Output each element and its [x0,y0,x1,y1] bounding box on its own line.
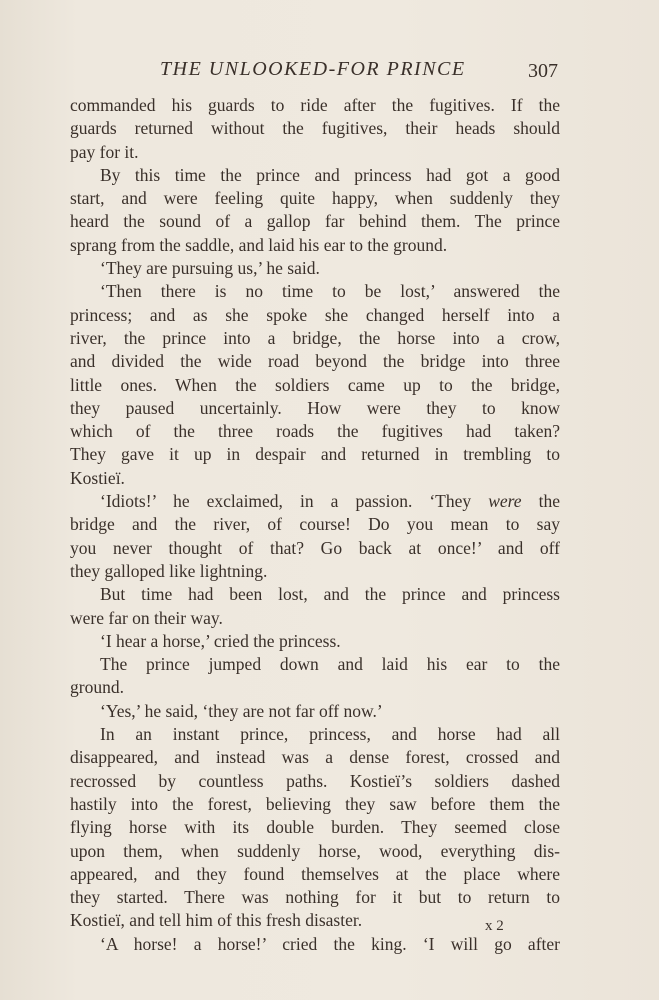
text-line: pay for it. [70,141,139,162]
text-line: recrossed by countless paths. Kostieï’s soldiers dashed [70,770,560,791]
text-line: Kostieï. [70,467,125,488]
emphasis: were [488,491,522,512]
text-line: ‘Yes,’ he said, ‘they are not far off now.’ [100,700,383,721]
text-line: you never thought of that? Go back at once!’ and off [70,537,560,558]
page-number: 307 [528,60,558,82]
text-line: The prince jumped down and laid his ear to the [100,654,560,675]
running-head: THE UNLOOKED-FOR PRINCE [160,58,466,80]
text-line: and divided the wide road beyond the bridge into three [70,351,560,372]
text-line: flying horse with its double burden. They seemed close [70,817,560,838]
text-line: ‘Idiots!’ he exclaimed, in a passion. ‘They were the [100,491,560,512]
text-line: start, and were feeling quite happy, when suddenly they [70,188,560,209]
text-line: disappeared, and instead was a dense forest, crossed and [70,747,560,768]
text-line: guards returned without the fugitives, their heads should [70,118,560,139]
text-line: they galloped like lightning. [70,560,268,581]
text-line: commanded his guards to ride after the fugitives. If the [70,95,560,115]
text-line: they paused uncertainly. How were they to know [70,397,560,418]
text-line: ‘They are pursuing us,’ he said. [100,258,320,279]
text-line: ground. [70,677,124,698]
text-line: heard the sound of a gallop far behind them. The prince [70,211,560,232]
text-line: But time had been lost, and the prince and princess [100,584,560,605]
text-line: they started. There was nothing for it but to return to [70,887,560,908]
text-line: ‘Then there is no time to be lost,’ answered the [100,281,560,302]
text-line: appeared, and they found themselves at the place where [70,863,560,884]
text-line: They gave it up in despair and returned in trembling to [70,444,560,465]
text-line: bridge and the river, of course! Do you mean to say [70,514,560,535]
text-line: By this time the prince and princess had got a good [100,164,560,185]
signature-mark: x 2 [485,918,504,934]
text-line: sprang from the saddle, and laid his ear to the ground. [70,234,448,255]
text-line: hastily into the forest, believing they saw before them the [70,793,560,814]
text-line: In an instant prince, princess, and horse had all [100,724,560,745]
text-line: upon them, when suddenly horse, wood, everything dis- [70,840,560,861]
text-line: ‘I hear a horse,’ cried the princess. [100,630,341,651]
text-line: ‘A horse! a horse!’ cried the king. ‘I will go after [100,933,560,954]
text-line: river, the prince into a bridge, the horse into a crow, [70,327,560,348]
text-line: princess; and as she spoke she changed herself into a [70,304,560,325]
text-line: which of the three roads the fugitives had taken? [70,421,560,442]
text-line: Kostieï, and tell him of this fresh disaster. [70,910,363,931]
body-text [70,94,560,956]
text-line: little ones. When the soldiers came up to the bridge, [70,374,560,395]
text-line: were far on their way. [70,607,223,628]
